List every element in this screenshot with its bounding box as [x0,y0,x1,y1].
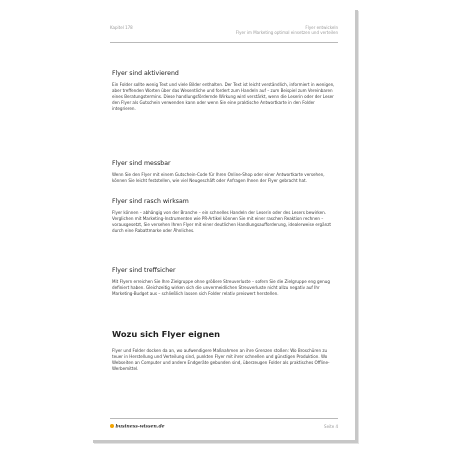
page-header [110,25,338,43]
section-heading: Flyer sind aktivierend [112,70,179,77]
section-heading: Flyer sind treffsicher [112,267,176,274]
header-titles [236,25,338,35]
main-paragraph: Flyer und Folder docken da an, wo aufwendigere Maßnahmen an ihre Grenzen stoßen: Wo Broschüren zu teuer in Herstellung und Verteilung sind, punkten Flyer mit ihrer schnellen und günstigen Produktion. Wo Webseiten an Computer und andere Endgeräte gebunden sind, überzeugen Folder als praktisches Offline-Werbemittel. [112,348,330,372]
section-paragraph: Wenn Sie den Flyer mit einem Gutschein-Code für Ihren Online-Shop oder einer Antwortkarte versehen, können Sie leicht feststellen, wie viel Neugeschäft oder Anfragen Ihnen der Flyer gebracht hat. [112,172,325,184]
brand-logo[interactable] [110,424,165,431]
section-paragraph: Mit Flyern erreichen Sie Ihre Zielgruppe ohne größere Streuverluste – sofern Sie die Zielgruppe eng genug definiert haben. Gleichzeitig wirken sich die unvermeidlichen Streuverluste nicht allzu negativ auf Ihr Marketing-Budget aus – schließlich lassen sich Folder relativ preiswert herstellen. [112,279,330,297]
logo-dot-icon [110,424,114,428]
page-footer [110,418,338,433]
page-number: Seite 4 [324,424,338,429]
logo-text: business-wissen.de [115,424,165,430]
header-title: Flyer entwickeln [305,25,338,30]
section-paragraph: Ein Folder sollte wenig Text und viele Bilder enthalten. Der Text ist leicht verständlich, informiert in wenigen, aber treffenden Worten über das Wesentliche und fordert zum Handeln auf – zum Beispiel zum Vereinbaren eines Beratungstermins. Diese handlungsfördernde Wirkung wird verstärkt, wenn die Leserin oder der Leser den Flyer als Gutschein verwenden kann oder wenn Sie eine praktische Antwortkarte in den Folder integrieren. [112,82,335,112]
main-heading: Wozu sich Flyer eignen [112,329,221,339]
header-subtitle: Flyer im Marketing optimal einsetzen und verteilen [235,30,338,35]
section-heading: Flyer sind messbar [112,160,171,167]
document-page [93,10,358,443]
chapter-label: Kapitel 178 [110,25,133,30]
section-paragraph: Flyer können – abhängig von der Branche – ein schnelles Handeln der Leserin oder des Lesers bewirken. Verglichen mit Marketing-Instrumenten wie PR-Artikel können Sie mit einer raschen Reaktion rechnen – vorausgesetzt, Sie versehen Ihren Flyer mit einer deutlichen Handlungsaufforderung, idealerweise ergänzt durch eine Rabattmarke oder Ähnliches. [112,210,331,234]
section-heading: Flyer sind rasch wirksam [112,198,189,205]
